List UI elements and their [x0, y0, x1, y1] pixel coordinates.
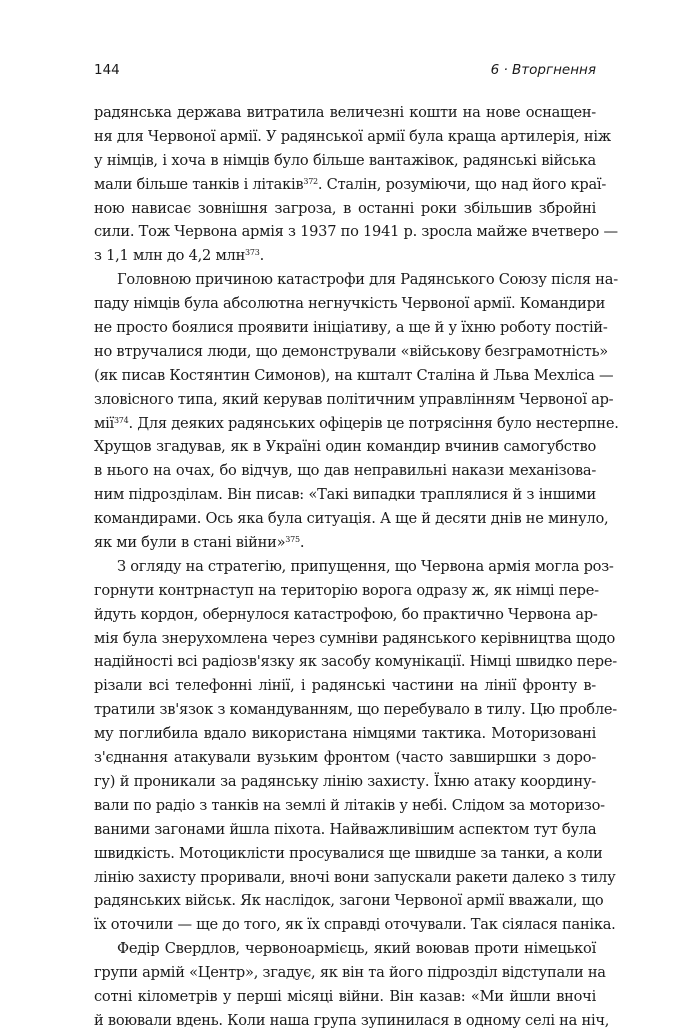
text-line: (як писав Костянтин Симонов), на кшталт Сталіна й Льва Мехліса —: [94, 366, 614, 384]
text-line: в нього на очах, бо відчув, що дав неправильні накази механізова-: [94, 462, 596, 480]
footnote-ref: 373: [245, 248, 260, 258]
text-line: ня для Червоної армії. У радянської армії була краща артилерія, ніж: [94, 127, 611, 145]
text-line: горнути контрнаступ на територію ворога одразу ж, як німці пере-: [94, 581, 599, 599]
text-line: мія була знерухомлена через сумніви радянського керівництва щодо: [94, 629, 616, 647]
text-line: ною нависає зовнішня загроза, в останні роки збільшив збройні: [94, 199, 596, 217]
text-line: вали по радіо з танків на землі й літаків у небі. Слідом за моторизо-: [94, 796, 605, 814]
text-line: ним підрозділам. Він писав: «Такі випадки траплялися й з іншими: [94, 486, 596, 504]
footnote-ref: 374: [113, 415, 129, 425]
text-line: йдуть кордон, обернулося катастрофою, бо практично Червона ар-: [94, 605, 598, 623]
text-line: не просто боялися проявити ініціативу, а ще й у їхню роботу постій-: [94, 319, 608, 337]
text-line: мали більше танків і літаків$^{372}$. Сталін, розуміючи, що над його краї-: [94, 175, 607, 193]
text-line: радянських військ. Як наслідок, загони Червоної армії вважали, що: [94, 892, 604, 910]
text-line: з 1,1 млн до 4,2 млн$^{373}$.: [94, 247, 264, 265]
text-line: паду німців була абсолютна негнучкість Червоної армії. Командири: [94, 295, 606, 313]
text-line: гу) й проникали за радянську лінію захисту. Їхню атаку координу-: [94, 772, 596, 790]
text-line: сили. Тож Червона армія з 1937 по 1941 р. зросла майже вчетверо —: [94, 223, 618, 241]
text-line: надійності всі радіозв'язку як засобу комунікації. Німці швидко пере-: [94, 653, 617, 671]
text-line: радянська держава витратила величезні кошти на нове оснащен-: [94, 104, 596, 121]
text-line: Головною причиною катастрофи для Радянського Союзу після на-: [117, 271, 618, 289]
text-line: різали всі телефонні лінії, і радянські частини на лінії фронту в-: [94, 677, 596, 695]
text-line: як ми були в стані війни»$^{375}$.: [94, 534, 305, 552]
page-header: [94, 60, 596, 80]
running-head: 6 · Вторгнення: [490, 62, 596, 78]
text-line: й воювали вдень. Коли наша група зупинилася в одному селі на ніч,: [94, 1011, 610, 1029]
footnote-ref: 375: [285, 535, 300, 545]
body-text: [94, 101, 619, 1033]
text-line: но втручалися люди, що демонстрували «військову безграмотність»: [94, 342, 608, 360]
text-line: Федір Свердлов, червоноармієць, який воював проти німецької: [117, 940, 596, 958]
text-line: тратили зв'язок з командуванням, що перебувало в тилу. Цю пробле-: [94, 701, 617, 719]
text-line: лінію захисту проривали, вночі вони запускали ракети далеко з тилу: [94, 868, 616, 886]
text-line: мії$^{374}$. Для деяких радянських офіцерів це потрясіння було нестерпне.: [94, 414, 619, 432]
text-line: з'єднання атакували вузьким фронтом (часто завширшки з доро-: [94, 749, 596, 767]
footnote-ref: 372: [303, 176, 318, 186]
text-line: у німців, і хоча в німців було більше вантажівок, радянські війська: [94, 151, 596, 169]
text-line: сотні кілометрів у перші місяці війни. Він казав: «Ми йшли вночі: [94, 987, 596, 1005]
text-line: ваними загонами йшла піхота. Найважливішим аспектом тут була: [94, 820, 597, 838]
text-line: їх оточили — ще до того, як їх справді оточували. Так сіялася паніка.: [94, 916, 616, 934]
text-line: З огляду на стратегію, припущення, що Червона армія могла роз-: [117, 557, 614, 575]
text-line: му поглибила вдало використана німцями тактика. Моторизовані: [94, 725, 596, 743]
text-line: командирами. Ось яка була ситуація. А ще й десяти днів не минуло,: [94, 510, 609, 528]
text-line: групи армій «Центр», згадує, як він та його підрозділ відступали на: [94, 964, 606, 982]
text-line: зловісного типа, який керував політичним управлінням Червоної ар-: [94, 390, 614, 408]
page-number: 144: [94, 62, 120, 78]
text-line: Хрущов згадував, як в Україні один командир вчинив самогубство: [94, 438, 596, 456]
text-line: швидкість. Мотоциклісти просувалися ще швидше за танки, а коли: [94, 844, 603, 862]
